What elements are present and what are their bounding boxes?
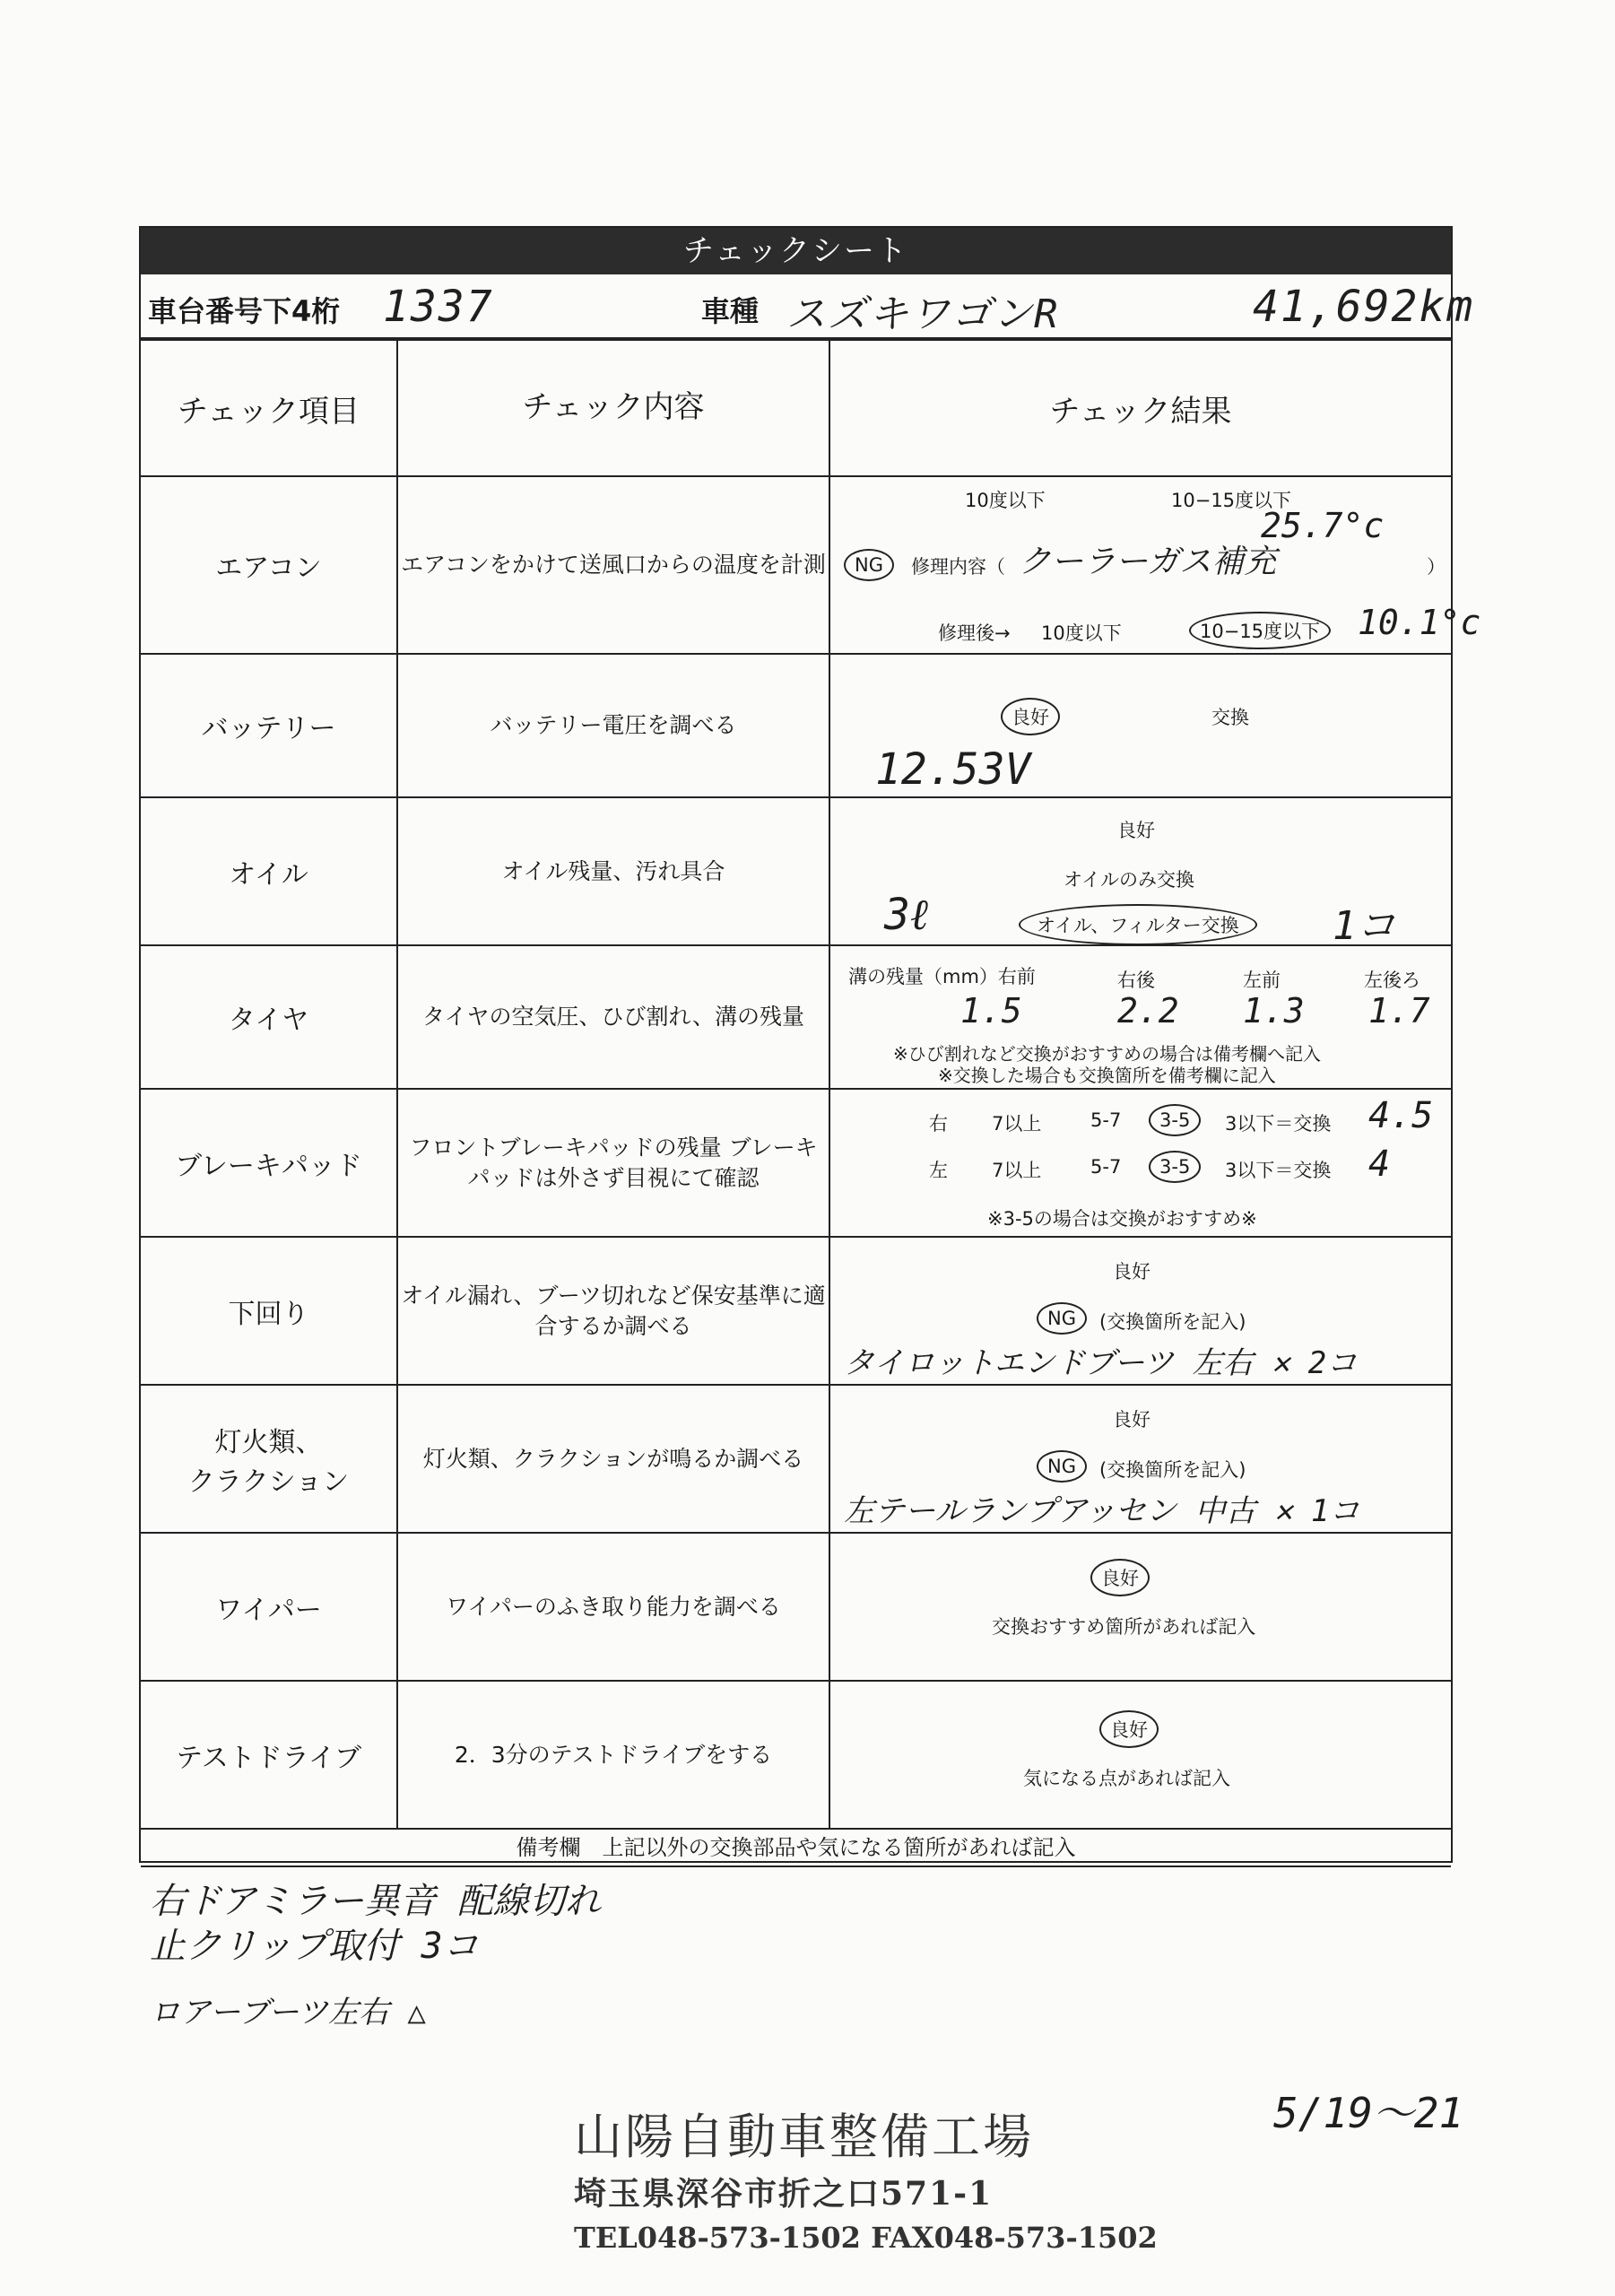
company-phone: TEL048-573-1502 FAX048-573-1502: [574, 2221, 1158, 2255]
vehicle-info-row: [141, 274, 1475, 339]
remarks-header: 備考欄 上記以外の交換部品や気になる箇所があれば記入: [141, 1830, 1451, 1867]
date-handwritten: 5/19〜21: [1273, 2089, 1464, 2137]
aircon-repair-label: 修理内容（: [911, 556, 1005, 578]
aircon-content: エアコンをかけて送風口からの温度を計測: [397, 476, 829, 654]
wiper-item: ワイパー: [141, 1533, 397, 1681]
wiper-content: ワイパーのふき取り能力を調べる: [397, 1533, 829, 1681]
under-content: オイル漏れ、ブーツ切れなど保安基準に適合するか調べる: [397, 1237, 829, 1385]
aircon-result: [829, 476, 1481, 654]
aircon-repair-hand: クーラーガス補充: [1019, 544, 1277, 580]
brake-left-opt4: 3以下＝交換: [1225, 1160, 1332, 1181]
oil-good: 良好: [1117, 820, 1155, 841]
brake-left-opt1: 7以上: [992, 1160, 1042, 1181]
brake-right-opt4: 3以下＝交換: [1225, 1113, 1332, 1135]
header-content: チェック内容: [397, 340, 829, 476]
brake-right-value: 4.5: [1368, 1095, 1434, 1136]
tire-rr-label: 右後: [1117, 970, 1155, 991]
lights-ng-note: (交換箇所を記入): [1099, 1459, 1246, 1481]
brake-item: ブレーキパッド: [141, 1089, 397, 1237]
aircon-item: エアコン: [141, 476, 397, 654]
brake-note: ※3-5の場合は交換がおすすめ※: [987, 1208, 1257, 1230]
under-result: [829, 1237, 1451, 1385]
remarks-body: [141, 1867, 1451, 2031]
drive-result: [829, 1681, 1451, 1829]
sheet-title: チェックシート: [141, 228, 1451, 274]
under-hand-note: タイロットエンドブーツ 左右 ✕ 2コ: [844, 1345, 1358, 1381]
tire-fl-label: 左前: [1243, 970, 1281, 991]
brake-content: フロントブレーキパッドの残量 ブレーキパッドは外さず目視にて確認: [397, 1089, 829, 1237]
check-table: [141, 339, 1481, 1830]
aircon-ng-circle: NG: [844, 549, 894, 581]
aircon-opt-under10: 10度以下: [965, 490, 1046, 511]
car-model-label: 車種: [701, 294, 760, 328]
remarks-line-1: 右ドアミラー異音 配線切れ: [150, 1881, 601, 1922]
oil-count: 1コ: [1333, 903, 1396, 949]
brake-result: [829, 1089, 1451, 1237]
battery-good-circle: 良好: [1001, 698, 1060, 735]
tire-result: [829, 945, 1451, 1089]
tire-item: タイヤ: [141, 945, 397, 1089]
brake-left-opt3-circle: 3-5: [1149, 1151, 1201, 1183]
battery-voltage: 12.53V: [875, 744, 1031, 795]
under-item: 下回り: [141, 1237, 397, 1385]
oil-only-replace: オイルのみ交換: [1064, 869, 1194, 891]
battery-item: バッテリー: [141, 654, 397, 797]
brake-left-label: 左: [929, 1160, 948, 1181]
under-good: 良好: [1113, 1261, 1150, 1283]
battery-content: バッテリー電圧を調べる: [397, 654, 829, 797]
tire-rr-value: 2.2: [1117, 991, 1179, 1031]
brake-left-value: 4: [1368, 1144, 1391, 1185]
lights-item-line1: 灯火類、: [214, 1426, 323, 1458]
wiper-note: 交換おすすめ箇所があれば記入: [992, 1616, 1256, 1638]
battery-replace: 交換: [1211, 707, 1249, 728]
oil-item: オイル: [141, 797, 397, 945]
wiper-good-circle: 良好: [1090, 1559, 1150, 1596]
brake-right-opt3-circle: 3-5: [1149, 1104, 1201, 1136]
aircon-after-10-15-circle: 10−15度以下: [1189, 612, 1331, 649]
drive-content: 2．3分のテストドライブをする: [397, 1681, 829, 1829]
oil-amount: 3ℓ: [884, 890, 928, 940]
drive-note: 気になる点があれば記入: [1023, 1768, 1230, 1789]
car-number-value: 1337: [383, 282, 494, 332]
under-ng-circle: NG: [1037, 1302, 1087, 1335]
under-ng-note: (交換箇所を記入): [1099, 1311, 1246, 1333]
drive-item: テストドライブ: [141, 1681, 397, 1829]
company-name: 山陽自動車整備工場: [574, 2109, 1034, 2165]
remarks-line-2: 止クリップ取付 3コ: [150, 1926, 479, 1967]
oil-content: オイル残量、汚れ具合: [397, 797, 829, 945]
car-number-label: 車台番号下4桁: [148, 294, 341, 328]
tire-rl-label: 左後ろ: [1364, 970, 1420, 991]
battery-result: [829, 654, 1451, 797]
tire-fr-label: 溝の残量（mm）右前: [848, 966, 1036, 987]
brake-right-label: 右: [929, 1113, 948, 1135]
car-model-value: スズキワゴンR: [786, 291, 1060, 337]
tire-note-2: ※交換した場合も交換箇所を備考欄に記入: [938, 1065, 1276, 1086]
remarks-line-3: ロアーブーツ左右 △: [150, 1995, 426, 2031]
wiper-result: [829, 1533, 1451, 1681]
lights-hand-note: 左テールランプアッセン 中古 ✕ 1コ: [844, 1493, 1360, 1529]
aircon-repair-close: ）: [1427, 556, 1446, 578]
aircon-opt-10-15: 10−15度以下: [1171, 490, 1292, 511]
aircon-after-label: 修理後→: [938, 622, 1011, 644]
lights-result: [829, 1385, 1451, 1533]
drive-good-circle: 良好: [1099, 1710, 1159, 1748]
aircon-temp-after: 10.1°c: [1358, 603, 1481, 642]
lights-good: 良好: [1113, 1409, 1150, 1431]
tire-fr-value: 1.5: [960, 991, 1022, 1031]
lights-ng-circle: NG: [1037, 1450, 1087, 1483]
lights-content: 灯火類、クラクションが鳴るか調べる: [397, 1385, 829, 1533]
tire-content: タイヤの空気圧、ひび割れ、溝の残量: [397, 945, 829, 1089]
brake-right-opt2: 5-7: [1090, 1109, 1122, 1131]
header-result: チェック結果: [829, 340, 1451, 476]
brake-left-opt2: 5-7: [1090, 1156, 1122, 1178]
header-item: チェック項目: [141, 340, 397, 476]
oil-result: [829, 797, 1451, 949]
tire-fl-value: 1.3: [1243, 991, 1305, 1031]
oil-filter-replace-circle: オイル、フィルター交換: [1019, 904, 1257, 945]
company-address: 埼玉県深谷市折之口571-1: [574, 2175, 994, 2213]
lights-item-line2: クラクション: [187, 1465, 350, 1498]
tire-rl-value: 1.7: [1368, 991, 1430, 1031]
mileage-value: 41,692km: [1253, 282, 1475, 332]
check-sheet: [139, 226, 1481, 2031]
tire-note-1: ※ひび割れなど交換がおすすめの場合は備考欄へ記入: [893, 1043, 1321, 1065]
lights-item: [141, 1385, 397, 1533]
brake-right-opt1: 7以上: [992, 1113, 1042, 1135]
aircon-after-under10: 10度以下: [1041, 622, 1122, 644]
aircon-temp-before: 25.7°c: [1261, 506, 1385, 545]
